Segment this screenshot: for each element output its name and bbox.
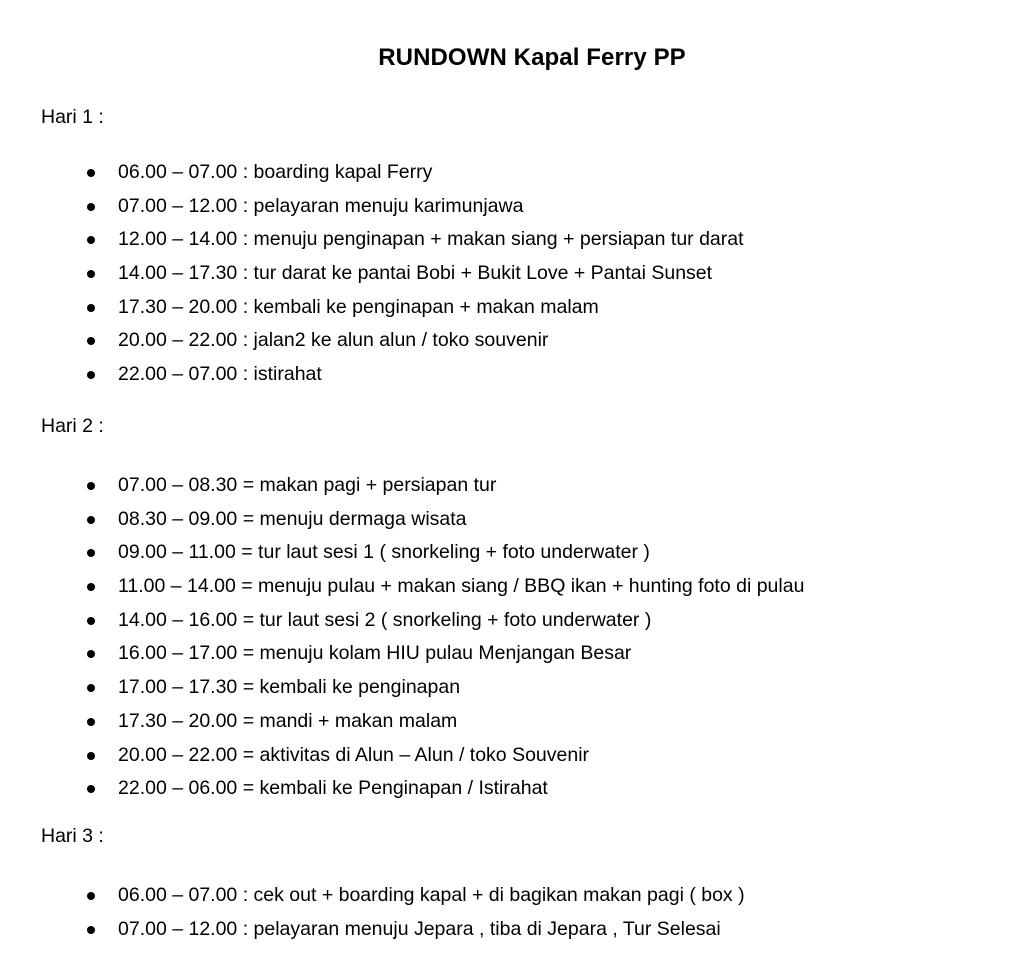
bullet-icon <box>87 583 95 591</box>
schedule-item-text: 06.00 – 07.00 : cek out + boarding kapal + di bagikan makan pagi ( box ) <box>118 884 745 906</box>
schedule-item-text: 20.00 – 22.00 = aktivitas di Alun – Alun / toko Souvenir <box>118 743 590 766</box>
bullet-icon <box>87 650 95 658</box>
schedule-item-text: 08.30 – 09.00 = menuju dermaga wisata <box>118 507 467 530</box>
schedule-item-text: 14.00 – 16.00 = tur laut sesi 2 ( snorkeling + foto underwater ) <box>118 608 652 631</box>
day-2-heading: Hari 2 : <box>41 415 104 437</box>
schedule-item-text: 17.00 – 17.30 = kembali ke penginapan <box>118 676 461 699</box>
bullet-icon <box>87 785 95 793</box>
schedule-item-text: 22.00 – 07.00 : istirahat <box>118 363 322 386</box>
bullet-icon <box>87 203 95 211</box>
bullet-icon <box>87 169 95 177</box>
bullet-icon <box>87 516 95 524</box>
schedule-item-text: 07.00 – 08.30 = makan pagi + persiapan tur <box>118 474 497 496</box>
schedule-item-text: 16.00 – 17.00 = menuju kolam HIU pulau Menjangan Besar <box>118 642 632 665</box>
bullet-icon <box>87 371 95 379</box>
schedule-item-text: 07.00 – 12.00 : pelayaran menuju karimunjawa <box>118 194 524 217</box>
schedule-item-text: 06.00 – 07.00 : boarding kapal Ferry <box>118 161 433 183</box>
document-title: RUNDOWN Kapal Ferry PP <box>378 44 686 71</box>
bullet-icon <box>87 617 95 625</box>
schedule-item-text: 12.00 – 14.00 : menuju penginapan + makan siang + persiapan tur darat <box>118 228 744 251</box>
bullet-icon <box>87 892 95 900</box>
schedule-item-text: 11.00 – 14.00 = menuju pulau + makan siang / BBQ ikan + hunting foto di pulau <box>118 575 805 598</box>
bullet-icon <box>87 718 95 726</box>
schedule-item-text: 20.00 – 22.00 : jalan2 ke alun alun / toko souvenir <box>118 329 549 352</box>
schedule-item-text: 14.00 – 17.30 : tur darat ke pantai Bobi + Bukit Love + Pantai Sunset <box>118 262 713 285</box>
schedule-item-text: 07.00 – 12.00 : pelayaran menuju Jepara , tiba di Jepara , Tur Selesai <box>118 917 721 940</box>
bullet-icon <box>87 270 95 278</box>
schedule-item-text: 22.00 – 06.00 = kembali ke Penginapan / Istirahat <box>118 777 548 800</box>
day-3-heading: Hari 3 : <box>41 825 104 847</box>
schedule-item-text: 17.30 – 20.00 = mandi + makan malam <box>118 709 458 732</box>
bullet-icon <box>87 304 95 312</box>
day-1-heading: Hari 1 : <box>41 106 104 128</box>
bullet-icon <box>87 752 95 760</box>
bullet-icon <box>87 337 95 345</box>
bullet-icon <box>87 549 95 557</box>
bullet-icon <box>87 926 95 934</box>
schedule-item-text: 17.30 – 20.00 : kembali ke penginapan + makan malam <box>118 295 599 318</box>
bullet-icon <box>87 482 95 490</box>
bullet-icon <box>87 684 95 692</box>
bullet-icon <box>87 236 95 244</box>
schedule-item-text: 09.00 – 11.00 = tur laut sesi 1 ( snorkeling + foto underwater ) <box>118 541 650 564</box>
